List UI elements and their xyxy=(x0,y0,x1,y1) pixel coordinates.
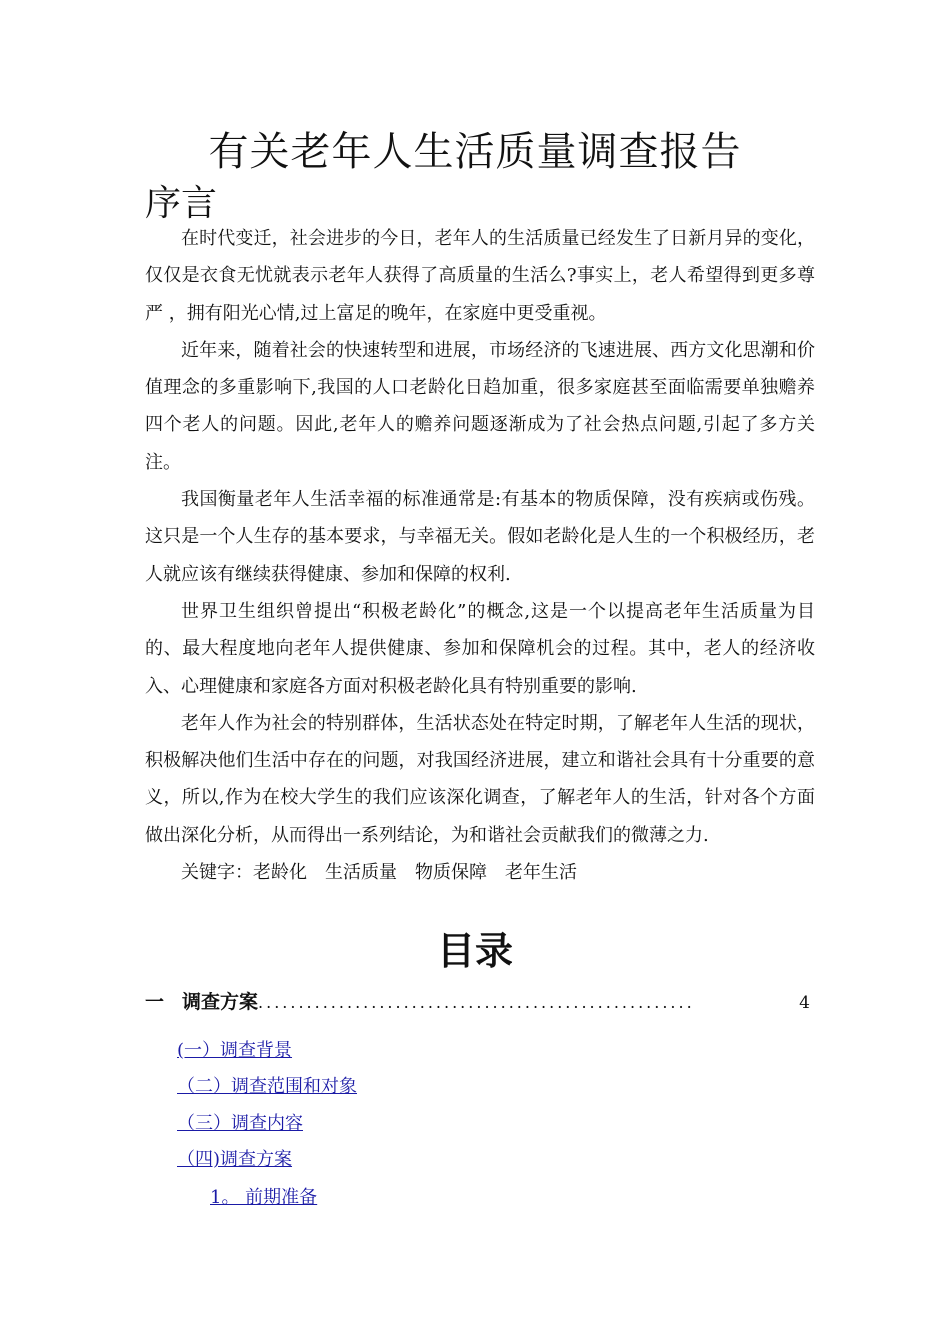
toc-entry-number: 一 xyxy=(145,991,165,1013)
toc-link-survey-content[interactable]: （三）调查内容 xyxy=(177,1113,303,1134)
toc-entry-label: 调查方案 xyxy=(182,991,259,1013)
toc-heading: 目录 xyxy=(436,929,513,973)
paragraph: 世界卫生组织曾提出“积极老龄化”的概念,这是一个以提高老年生活质量为目的、最大程度地向老年人提供健康、参加和保障机会的过程。其中，老人的经济收入、心理健康和家庭各方面对积极老龄化具有特别重要的影响. xyxy=(145,600,815,697)
toc-dot-leader: ...................................................... xyxy=(258,993,695,1012)
paragraph: 老年人作为社会的特别群体，生活状态处在特定时期，了解老年人生活的现状，积极解决他们生活中存在的问题，对我国经济进展，建立和谐社会具有十分重要的意义，所以,作为在校大学生的我们应该深化调查，了解老年人的生活，针对各个方面做出深化分析，从而得出一系列结论，为和谐社会贡献我们的微薄之力. xyxy=(145,712,815,846)
preface-heading: 序言 xyxy=(145,183,218,224)
paragraph: 我国衡量老年人生活幸福的标准通常是:有基本的物质保障，没有疾病或伤残。这只是一个人生存的基本要求，与幸福无关。假如老龄化是人生的一个积极经历，老人就应该有继续获得健康、参加和保障的权利. xyxy=(145,489,815,585)
document-title: 有关老年人生活质量调查报告 xyxy=(208,129,742,175)
paragraph: 在时代变迁，社会进步的今日，老年人的生活质量已经发生了日新月异的变化，仅仅是衣食无忧就表示老年人获得了高质量的生活么?事实上，老人希望得到更多尊严 ，拥有阳光心情,过上富足的晚年，在家庭中更受重视。 xyxy=(145,228,815,324)
toc-entry-survey-plan[interactable] xyxy=(145,986,810,1019)
preface-body xyxy=(145,220,815,891)
toc-link-survey-scope[interactable]: （二）调查范围和对象 xyxy=(177,1076,357,1097)
paragraph: 近年来，随着社会的快速转型和进展，市场经济的飞速进展、西方文化思潮和价值理念的多重影响下,我国的人口老龄化日趋加重，很多家庭甚至面临需要单独赡养四个老人的问题。因此,老年人的赡养问题逐渐成为了社会热点问题,引起了多方关注。 xyxy=(145,339,815,473)
toc-link-survey-background[interactable]: (一）调查背景 xyxy=(177,1040,293,1061)
keywords-line: 关键字：老龄化 生活质量 物质保障 老年生活 xyxy=(181,862,577,884)
toc-link-survey-plan[interactable]: （四)调查方案 xyxy=(177,1149,293,1170)
toc-page-number: 4 xyxy=(799,993,810,1013)
toc-link-preparation[interactable]: 1。 前期准备 xyxy=(210,1187,318,1208)
